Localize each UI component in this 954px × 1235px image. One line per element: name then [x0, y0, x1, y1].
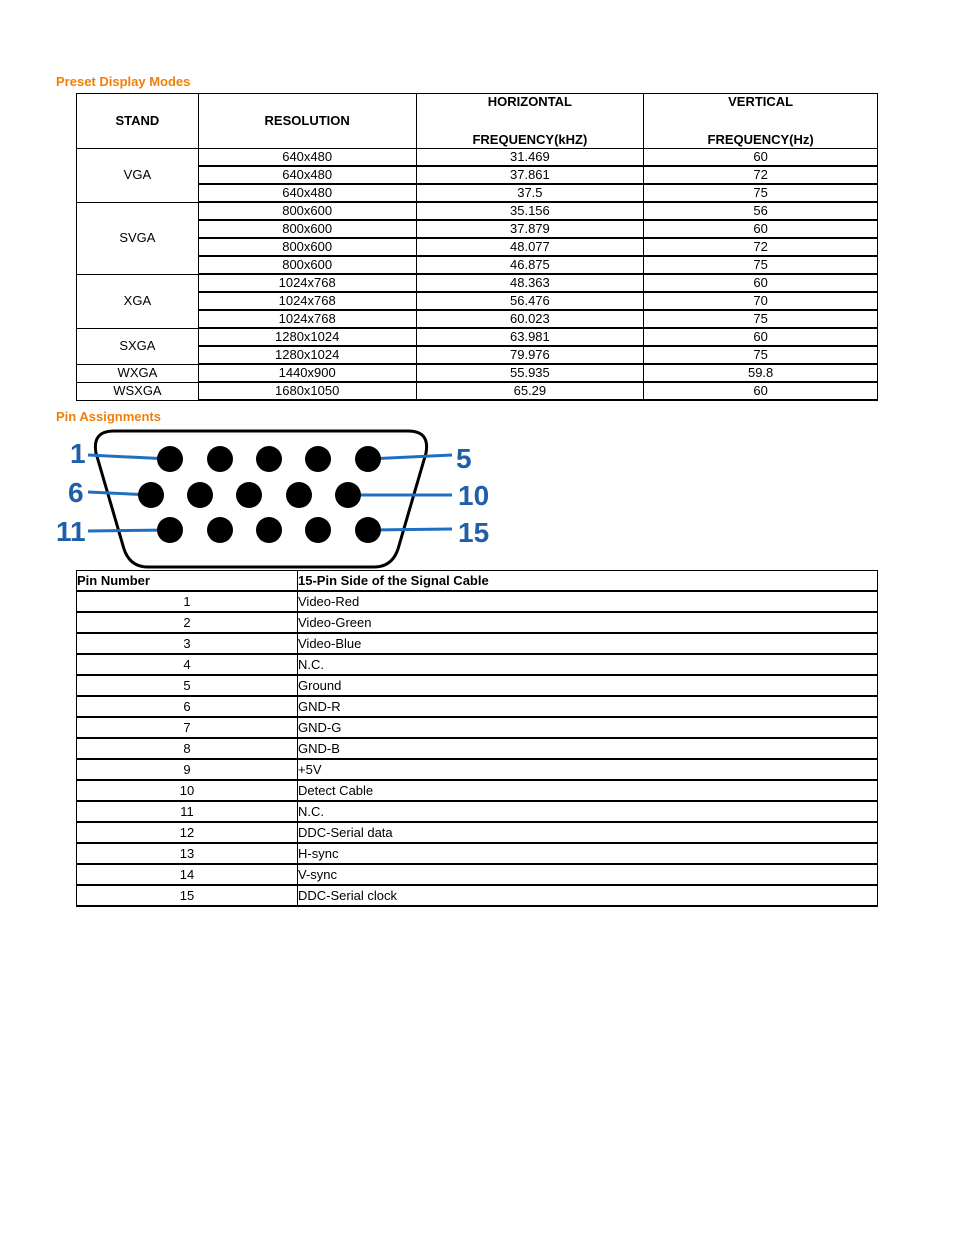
diagram-label-11: 11 [56, 516, 86, 547]
pin-row [77, 759, 878, 780]
mode-resolution: 800x600 [198, 238, 416, 256]
mode-vertical-frequency: 75 [644, 256, 878, 274]
pin-number: 7 [77, 717, 298, 738]
mode-horizontal-frequency: 79.976 [416, 346, 644, 364]
pin-signal: N.C. [298, 654, 878, 675]
pin-number: 13 [77, 843, 298, 864]
pin-row [77, 738, 878, 759]
pin-row [77, 696, 878, 717]
mode-resolution: 640x480 [198, 149, 416, 167]
header-horizontal-top: HORIZONTAL [487, 94, 572, 109]
pin-hole [157, 517, 183, 543]
pin-number: 3 [77, 633, 298, 654]
pin-number: 1 [77, 591, 298, 612]
mode-resolution: 1024x768 [198, 310, 416, 328]
header-vertical-bottom: FREQUENCY(Hz) [707, 132, 814, 147]
pin-number: 14 [77, 864, 298, 885]
mode-resolution: 1024x768 [198, 274, 416, 292]
mode-horizontal-frequency: 37.5 [416, 184, 644, 202]
diagram-label-15: 15 [458, 517, 490, 548]
pin-signal: Ground [298, 675, 878, 696]
mode-vertical-frequency: 60 [644, 149, 878, 167]
pin-hole [236, 482, 262, 508]
pin-signal: H-sync [298, 843, 878, 864]
pin-hole [305, 446, 331, 472]
mode-horizontal-frequency: 37.879 [416, 220, 644, 238]
header-signal: 15-Pin Side of the Signal Cable [298, 571, 878, 592]
diagram-label-10: 10 [458, 480, 490, 511]
mode-stand: SVGA [77, 202, 199, 274]
preset-display-modes-heading: Preset Display Modes [56, 74, 191, 89]
mode-stand: XGA [77, 274, 199, 328]
mode-stand: WXGA [77, 364, 199, 382]
mode-vertical-frequency: 56 [644, 202, 878, 220]
mode-row [77, 202, 878, 220]
mode-horizontal-frequency: 35.156 [416, 202, 644, 220]
mode-vertical-frequency: 60 [644, 220, 878, 238]
mode-vertical-frequency: 59.8 [644, 364, 878, 382]
mode-vertical-frequency: 72 [644, 238, 878, 256]
mode-vertical-frequency: 60 [644, 382, 878, 400]
mode-horizontal-frequency: 31.469 [416, 149, 644, 167]
mode-horizontal-frequency: 56.476 [416, 292, 644, 310]
pin-row [77, 801, 878, 822]
pin-row [77, 675, 878, 696]
pin-assignments-table [76, 570, 878, 907]
pin-hole [157, 446, 183, 472]
mode-row [77, 382, 878, 400]
pin-row [77, 885, 878, 906]
modes-header-row [77, 94, 878, 149]
pin-number: 2 [77, 612, 298, 633]
mode-stand: WSXGA [77, 382, 199, 400]
pin-signal: DDC-Serial data [298, 822, 878, 843]
pin-row [77, 717, 878, 738]
pin-signal: Video-Green [298, 612, 878, 633]
diagram-label-6: 6 [68, 477, 84, 508]
pin-row [77, 591, 878, 612]
pin-hole [355, 446, 381, 472]
pin-row [77, 633, 878, 654]
mode-resolution: 800x600 [198, 220, 416, 238]
pin-number: 12 [77, 822, 298, 843]
pin-hole [286, 482, 312, 508]
mode-resolution: 1024x768 [198, 292, 416, 310]
pin-signal: GND-G [298, 717, 878, 738]
mode-resolution: 800x600 [198, 202, 416, 220]
vga-connector-diagram [52, 425, 502, 573]
pin-row [77, 780, 878, 801]
mode-vertical-frequency: 72 [644, 166, 878, 184]
header-pin-number: Pin Number [77, 571, 298, 592]
diagram-label-5: 5 [456, 443, 472, 474]
pin-hole [335, 482, 361, 508]
pin-signal: N.C. [298, 801, 878, 822]
pin-row [77, 612, 878, 633]
pin-signal: Video-Blue [298, 633, 878, 654]
pin-row [77, 822, 878, 843]
pin-signal: DDC-Serial clock [298, 885, 878, 906]
header-resolution: RESOLUTION [198, 94, 416, 149]
pin-hole [207, 446, 233, 472]
mode-vertical-frequency: 60 [644, 328, 878, 346]
preset-display-modes-table [76, 93, 878, 401]
mode-stand: SXGA [77, 328, 199, 364]
mode-horizontal-frequency: 48.077 [416, 238, 644, 256]
mode-row [77, 328, 878, 346]
header-horizontal-frequency [416, 94, 644, 149]
pin-hole [305, 517, 331, 543]
pin-signal: V-sync [298, 864, 878, 885]
pin-signal: Video-Red [298, 591, 878, 612]
mode-vertical-frequency: 75 [644, 310, 878, 328]
pin-hole [355, 517, 381, 543]
pin-number: 4 [77, 654, 298, 675]
mode-resolution: 1680x1050 [198, 382, 416, 400]
pin-hole [256, 517, 282, 543]
pin-number: 5 [77, 675, 298, 696]
mode-row [77, 364, 878, 382]
pin-signal: GND-B [298, 738, 878, 759]
pin-row [77, 843, 878, 864]
pin-number: 6 [77, 696, 298, 717]
mode-horizontal-frequency: 48.363 [416, 274, 644, 292]
mode-vertical-frequency: 70 [644, 292, 878, 310]
mode-row [77, 149, 878, 167]
mode-row [77, 274, 878, 292]
mode-vertical-frequency: 60 [644, 274, 878, 292]
pin-number: 15 [77, 885, 298, 906]
pins-header-row [77, 571, 878, 592]
mode-horizontal-frequency: 37.861 [416, 166, 644, 184]
pin-signal: +5V [298, 759, 878, 780]
pin-row [77, 654, 878, 675]
pin-signal: Detect Cable [298, 780, 878, 801]
diagram-label-1: 1 [70, 438, 86, 469]
pin-hole [138, 482, 164, 508]
pin-number: 8 [77, 738, 298, 759]
mode-stand: VGA [77, 149, 199, 203]
pin-number: 10 [77, 780, 298, 801]
mode-resolution: 1280x1024 [198, 346, 416, 364]
mode-resolution: 640x480 [198, 166, 416, 184]
pin-number: 9 [77, 759, 298, 780]
pin-signal: GND-R [298, 696, 878, 717]
pin-hole [187, 482, 213, 508]
mode-resolution: 1440x900 [198, 364, 416, 382]
mode-resolution: 640x480 [198, 184, 416, 202]
pin-row [77, 864, 878, 885]
mode-horizontal-frequency: 55.935 [416, 364, 644, 382]
mode-horizontal-frequency: 60.023 [416, 310, 644, 328]
mode-resolution: 800x600 [198, 256, 416, 274]
mode-horizontal-frequency: 46.875 [416, 256, 644, 274]
pin-hole [256, 446, 282, 472]
mode-horizontal-frequency: 63.981 [416, 328, 644, 346]
header-vertical-top: VERTICAL [728, 94, 794, 109]
mode-vertical-frequency: 75 [644, 346, 878, 364]
mode-vertical-frequency: 75 [644, 184, 878, 202]
mode-resolution: 1280x1024 [198, 328, 416, 346]
pin-hole [207, 517, 233, 543]
pin-assignments-heading: Pin Assignments [56, 409, 161, 424]
header-horizontal-bottom: FREQUENCY(kHZ) [472, 132, 588, 147]
mode-horizontal-frequency: 65.29 [416, 382, 644, 400]
header-stand: STAND [77, 94, 199, 149]
pin-number: 11 [77, 801, 298, 822]
header-vertical-frequency [644, 94, 878, 149]
